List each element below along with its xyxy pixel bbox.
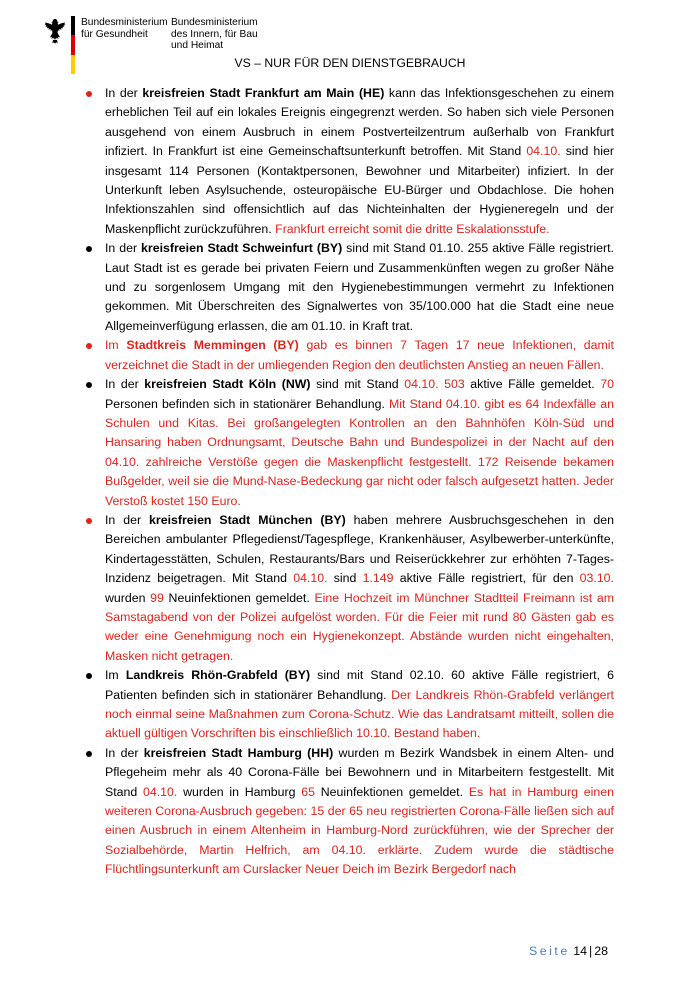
item-text: haben mehrere Ausbruchsgeschehen in den Bereichen ambulanter Pflegedienst/Tagespflege, Krankenhäuser, Asylbewerber-unterkünfte, Kindertagesstätten, Schulen, Restaurants/Bars und Reiserückkehrer zur erhöhten 7-Tages-Inzidenz beigetragen. Mit Stand [105, 512, 614, 586]
document-body [86, 84, 614, 880]
item-text: In der [105, 512, 150, 527]
item-text: In der [105, 377, 145, 392]
bullet-icon [86, 382, 92, 388]
item-text: Der Landkreis Rhön-Grabfeld verlängert noch einmal seine Maßnahmen zum Corona-Schutz. Wie das Landratsamt mitteilt, sollen die aktuell gültigen Vorschriften bis einschließlich 10.10. Bestand haben. [105, 687, 614, 741]
item-text: 04.10. [143, 784, 178, 799]
bullet-icon [86, 751, 92, 757]
item-text: 70 [600, 377, 614, 392]
item-text: Mit Stand 04.10. gibt es 64 Indexfälle an Schulen und Kitas. Bei großangelegten Kontrollen an den Bahnhöfen Köln-Süd und Hansaring haben Ordnungsamt, Deutsche Bahn und Bundespolizei in der Nacht auf den 04.10. zahlreiche Verstöße gegen die Maskenpflicht festgestellt. 172 Reisende bekamen Bußgelder, weil sie die Mund-Nase-Bedeckung gar nicht oder falsch aufgesetzt hatten. Jeder Verstoß kostet 150 Euro. [105, 396, 614, 508]
bullet-icon [86, 518, 92, 524]
item-text: wurden m Bezirk Wandsbek in einem Alten- und Pflegeheim mehr als 40 Corona-Fälle bei Bewohnern und in Mitarbeitern festgestellt. Mit Stand [105, 745, 615, 799]
page-total: 28 [594, 944, 608, 958]
item-text: Es hat in Hamburg einen weiteren Corona-Ausbruch gegeben: 15 der 65 neu registrierten Corona-Fälle ließen sich auf einen Ausbruch in einem Altenheim in Hamburg-Nord zurückführen, wie der Sprecher der Sozialbehörde, Martin Helfrich, am 04.10. erklärte. Zudem wurde die städtische Flüchtlingsunterkunft am Curslacker Neuer Deich im Bezirk Bergedorf nach [105, 784, 614, 877]
item-text: Eine Hochzeit im Münchner Stadtteil Freimann ist am Samstagabend von der Polizei aufgelöst worden. Für die Feier mit rund 80 Gästen gab es weder eine Genehmigung noch ein Hygienekonzept. Abstände wurden nicht eingehalten, Masken nicht getragen. [105, 590, 614, 663]
region-name: kreisfreien Stadt Schweinfurt (BY) [141, 241, 343, 256]
flag-stripe-black [71, 16, 75, 35]
item-text: sind mit Stand [310, 377, 405, 392]
ministry-interior-line: des Innern, für Bau [171, 28, 258, 40]
bullet-icon [86, 91, 92, 97]
item-text: Im [105, 668, 126, 683]
item-text: 99 [150, 590, 164, 605]
item-text: In der [105, 86, 143, 100]
item-text: Personen befinden sich in stationärer Behandlung. [105, 396, 390, 411]
region-name: kreisfreien Stadt München (BY) [149, 512, 346, 527]
page-label: Seite [528, 944, 570, 958]
item-text: 04.10. [293, 571, 328, 586]
ministry-interior [171, 17, 258, 52]
item-text: 65 [301, 784, 315, 799]
flag-stripe-red [71, 35, 75, 54]
page-number: 14 [573, 944, 587, 958]
item-text: Neuinfektionen gemeldet. [163, 590, 315, 605]
report-list-item [86, 336, 614, 375]
item-text: 04.10. [404, 377, 439, 392]
item-text: In der [105, 241, 142, 256]
item-text: sind hier insgesamt 114 Personen (Kontaktpersonen, Bewohner und Mitarbeiter) infiziert. In der Unterkunft leben Asylsuchende, osteuropäische EU-Bürger und Obdachlose. Die hohen Infektionszahlen sind offensichtlich auf das Nichteinhalten der Hygieneregeln und der Maskenpflicht zurückzuführen. [105, 144, 614, 236]
page-header [0, 0, 700, 80]
item-text: wurden [105, 590, 151, 605]
item-text: In der [105, 745, 144, 760]
item-text: sind mit Stand 01.10. 255 aktive Fälle registriert. Laut Stadt ist es gerade bei privaten Feiern und Zusammenkünften wegen zu großer Nähe und zu sorgenlosem Umgang mit den Hygienebestimmungen vermehrt zu Infektionen gekommen. Mit Überschreiten des Signalwertes von 35/100.000 hat die Stadt eine neue Allgemeinverfügung erlassen, die am 01.10. in Kraft trat. [105, 241, 614, 333]
ministry-health [81, 17, 168, 40]
report-list [86, 84, 614, 880]
ministry-interior-line: Bundesministerium [171, 17, 258, 28]
ministry-health-line: Bundesministerium [81, 17, 168, 28]
region-name: Landkreis Rhön-Grabfeld (BY) [125, 668, 311, 683]
region-name: Stadtkreis Memmingen (BY) [126, 338, 299, 353]
item-text: 1.149 [362, 571, 394, 586]
item-text: aktive Fälle registriert, für den [393, 571, 580, 586]
item-text: Frankfurt erreicht somit die dritte Eskalationsstufe. [275, 221, 550, 236]
classification-marking: VS – NUR FÜR DEN DIENSTGEBRAUCH [234, 56, 466, 70]
report-list-item [86, 375, 614, 511]
item-text: Im [105, 338, 127, 353]
item-text: wurden in Hamburg [177, 784, 302, 799]
region-name: kreisfreien Stadt Frankfurt am Main (HE) [142, 86, 385, 100]
bullet-icon [86, 246, 92, 252]
report-list-item [86, 744, 614, 880]
bullet-icon [86, 673, 92, 679]
report-list-item [86, 239, 614, 336]
item-text: 04.10. [526, 144, 561, 159]
item-text: 503 [444, 377, 465, 392]
report-list-item [86, 511, 614, 666]
ministry-health-line: für Gesundheit [81, 28, 148, 40]
item-text: 03.10. [579, 571, 614, 586]
page-separator: | [588, 944, 593, 958]
bullet-icon [86, 343, 92, 349]
ministry-interior-line: und Heimat [171, 40, 224, 51]
item-text: kann das Infektionsgeschehen zu einem erheblichen Teil auf ein lokales Ereignis eingegrenzt werden. So haben sich viele Personen ausgehend von einem Ausbruch in einem Postverteilzentrum außerhalb von Frankfurt infiziert. In Frankfurt ist eine Gemeinschaftsunterkunft betroffen. Mit Stand [105, 86, 614, 159]
item-text: sind mit Stand 02.10. 60 aktive Fälle registriert, 6 Patienten befinden sich in stationärer Behandlung. [105, 668, 614, 702]
page-footer [529, 944, 608, 958]
report-list-item [86, 666, 614, 744]
region-name: kreisfreien Stadt Köln (NW) [144, 377, 311, 392]
item-text: aktive Fälle gemeldet. [464, 377, 601, 392]
report-list-item [86, 84, 614, 239]
item-text: gab es binnen 7 Tagen 17 neue Infektionen, damit verzeichnet die Stadt in der umliegenden Region den deutlichsten Anstieg an neuen Fällen. [105, 338, 614, 372]
item-text: sind [327, 571, 363, 586]
region-name: kreisfreien Stadt Hamburg (HH) [143, 745, 334, 760]
federal-eagle-icon [44, 18, 66, 44]
item-text: Neuinfektionen gemeldet. [314, 784, 469, 799]
